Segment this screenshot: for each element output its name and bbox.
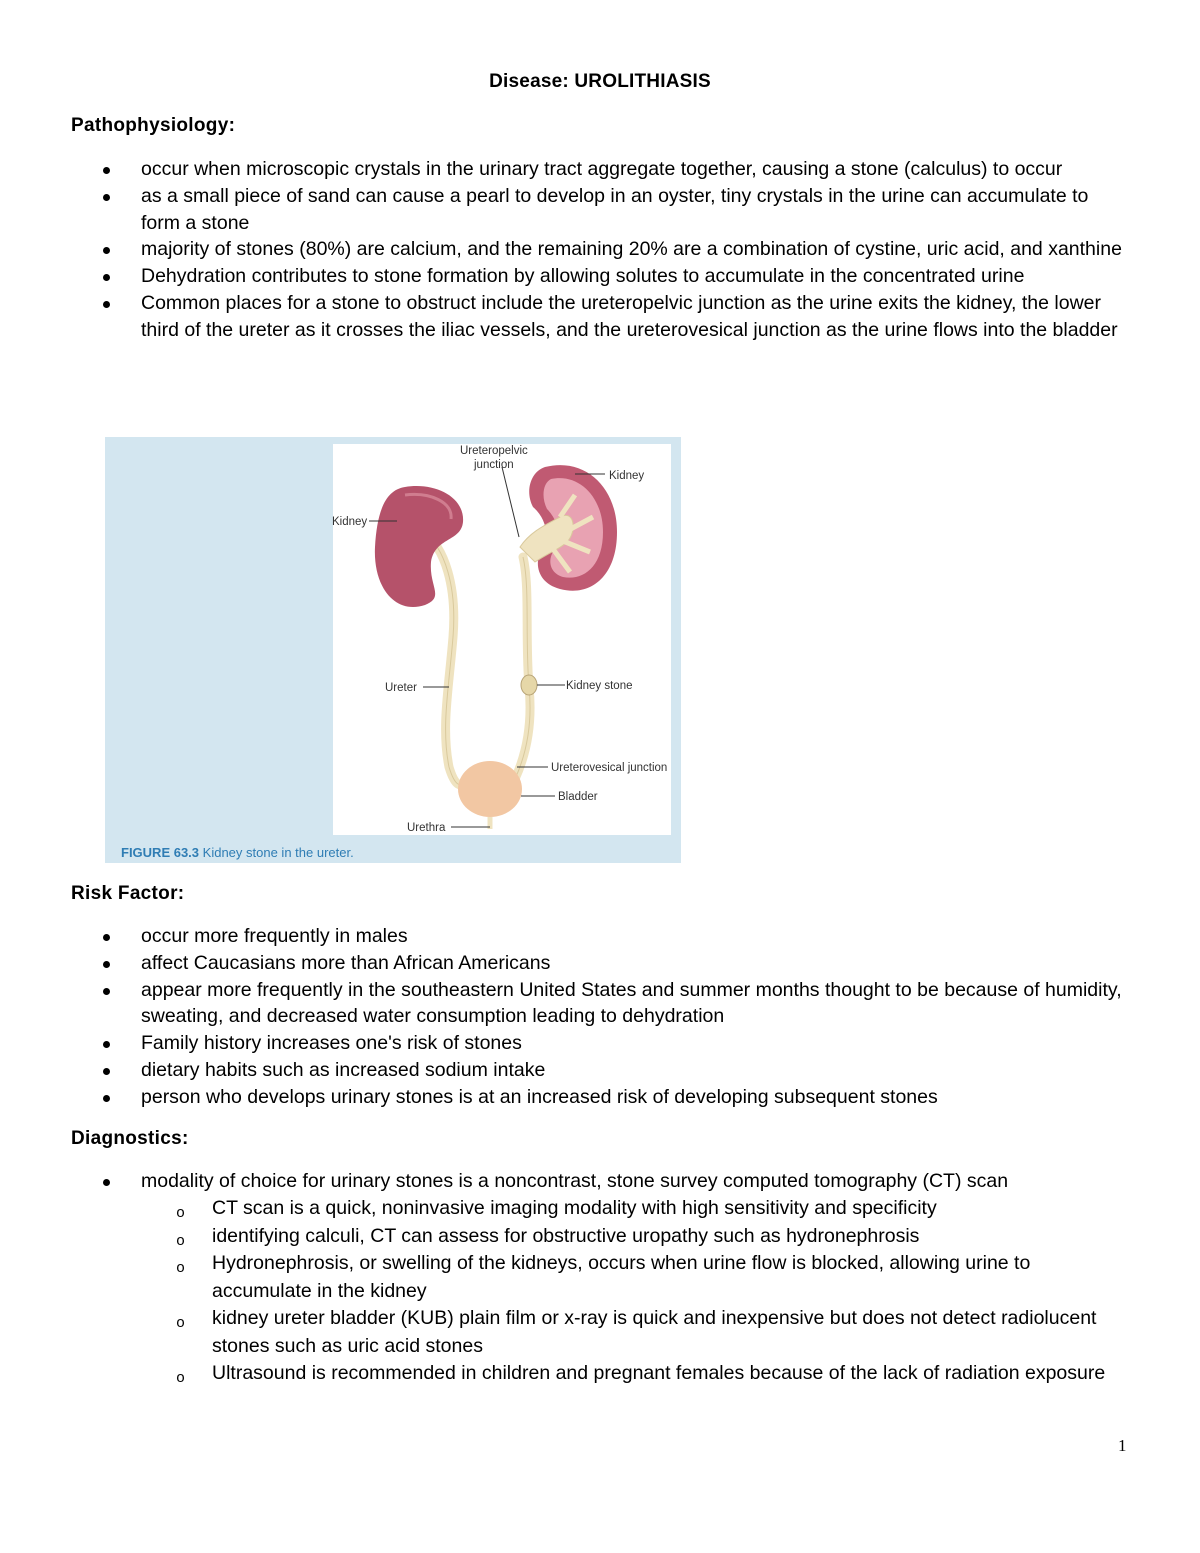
label-kidney-left: Kidney (332, 516, 368, 528)
circle-bullet-icon: o (176, 1315, 186, 1332)
pathophysiology-heading: Pathophysiology: (71, 115, 236, 136)
label-kidney-right: Kidney (609, 470, 645, 482)
bullet-icon (103, 167, 110, 174)
circle-bullet-icon: o (176, 1205, 186, 1222)
label-ureteropelvic: Ureteropelvic (460, 445, 528, 457)
list-item: as a small piece of sand can cause a pearl to develop in an oyster, tiny crystals in the urine can accumulate to form a stone (0, 183, 1131, 237)
page-number: 1 (1118, 1436, 1127, 1455)
bullet-icon (103, 934, 110, 941)
circle-bullet-icon: o (176, 1260, 186, 1277)
kidney-stone-figure (105, 437, 681, 863)
bullet-icon (103, 988, 110, 995)
label-kidney-stone: Kidney stone (566, 680, 633, 692)
urinary-tract-illustration (105, 437, 681, 863)
list-item: Common places for a stone to obstruct include the ureteropelvic junction as the urine exits the kidney, the lower third of the ureter as it crosses the iliac vessels, and the ureterovesical junction as the urine flows into the bladder (0, 290, 1131, 344)
bullet-icon (103, 274, 110, 281)
sub-list-item: o identifying calculi, CT can assess for obstructive uropathy such as hydronephrosis (0, 1223, 1132, 1251)
list-item: affect Caucasians more than African Americans (0, 950, 1131, 977)
circle-bullet-icon: o (176, 1232, 186, 1250)
document-title: Disease: UROLITHIASIS (489, 71, 711, 92)
bullet-icon (103, 1041, 110, 1048)
list-item: Dehydration contributes to stone formation by allowing solutes to accumulate in the concentrated urine (0, 263, 1131, 290)
list-item: person who develops urinary stones is at an increased risk of developing subsequent stones (0, 1084, 1131, 1111)
list-item: occur when microscopic crystals in the urinary tract aggregate together, causing a stone (calculus) to occur (0, 156, 1131, 183)
bullet-icon (103, 1068, 110, 1075)
sub-list-item: o Ultrasound is recommended in children and pregnant females because of the lack of radiation exposure (0, 1360, 1132, 1388)
risk-factor-list (0, 923, 1200, 1111)
list-item: occur more frequently in males (0, 923, 1131, 950)
label-junction: junction (474, 459, 514, 471)
diagnostics-list (0, 1168, 1200, 1195)
circle-bullet-icon: o (176, 1370, 186, 1387)
list-item: dietary habits such as increased sodium intake (0, 1057, 1131, 1084)
sub-list-item: o CT scan is a quick, noninvasive imaging modality with high sensitivity and specificity (0, 1195, 1132, 1223)
sub-list-item: o Hydronephrosis, or swelling of the kidneys, occurs when urine flow is blocked, allowing urine to accumulate in the kidney (176, 1252, 1031, 1302)
figure-caption: FIGURE 63.3 Kidney stone in the ureter. (121, 845, 354, 860)
bullet-icon (103, 301, 110, 308)
bullet-icon (103, 1095, 110, 1102)
list-item: modality of choice for urinary stones is a noncontrast, stone survey computed tomography (CT) scan (0, 1168, 1131, 1195)
bullet-icon (103, 961, 110, 968)
label-ureter: Ureter (385, 682, 417, 694)
sub-list-item: o kidney ureter bladder (KUB) plain film or x-ray is quick and inexpensive but does not detect radiolucent stones such as uric acid stones (176, 1307, 1097, 1357)
bullet-icon (103, 194, 110, 201)
diagnostics-sublist (0, 1195, 1132, 1388)
list-item: Family history increases one's risk of stones (0, 1030, 1131, 1057)
label-ureterovesical: Ureterovesical junction (551, 762, 668, 774)
pathophysiology-list (0, 156, 1200, 344)
risk-factor-heading: Risk Factor: (71, 883, 185, 904)
label-bladder: Bladder (558, 791, 598, 803)
diagnostics-heading: Diagnostics: (71, 1128, 189, 1149)
list-item: appear more frequently in the southeastern United States and summer months thought to be because of humidity, sweating, and decreased water consumption leading to dehydration (0, 977, 1131, 1031)
list-item: majority of stones (80%) are calcium, and the remaining 20% are a combination of cystine, uric acid, and xanthine (0, 236, 1131, 263)
label-urethra: Urethra (407, 822, 446, 834)
bullet-icon (103, 1179, 110, 1186)
bullet-icon (103, 247, 110, 254)
